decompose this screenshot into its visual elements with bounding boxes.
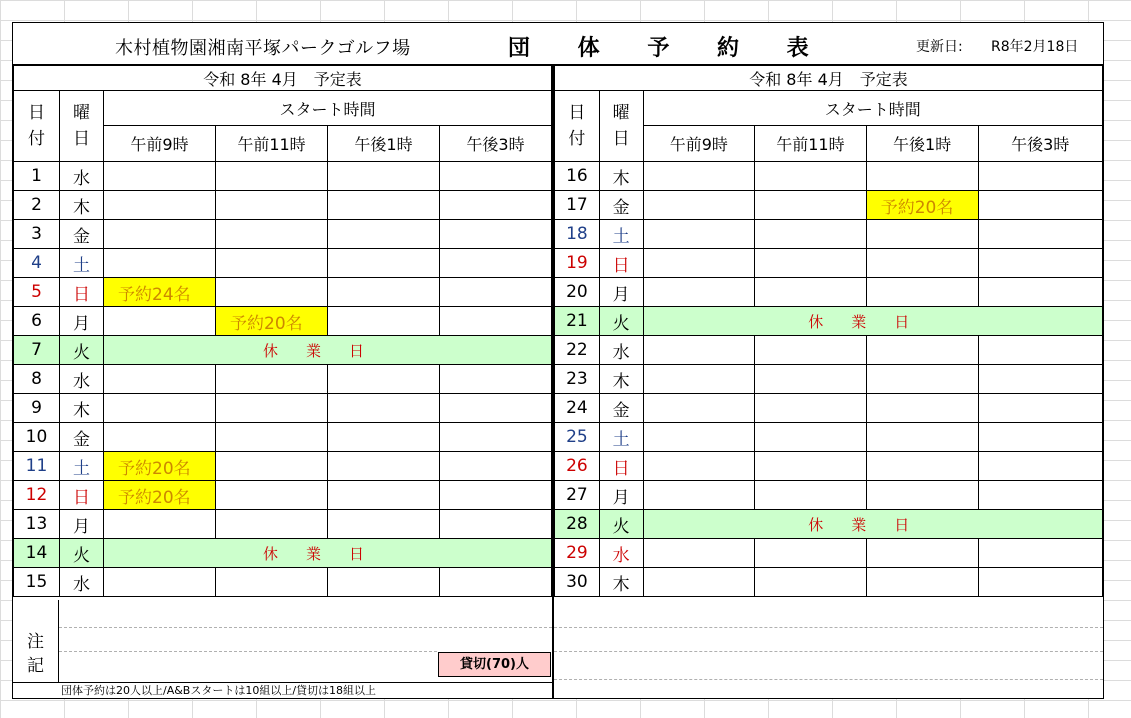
note-line[interactable] [554, 679, 1103, 680]
start-time-header: スタート時間 [104, 91, 552, 126]
day-number: 4 [14, 249, 60, 278]
weekday-cell: 火 [599, 510, 643, 539]
day-row [14, 191, 552, 220]
day-number: 20 [555, 278, 600, 307]
slot-cell[interactable] [440, 162, 552, 191]
weekday-cell: 木 [599, 162, 643, 191]
day-row [555, 423, 1103, 452]
day-row [14, 336, 552, 365]
day-number: 25 [555, 423, 600, 452]
slot-cell[interactable] [978, 394, 1102, 423]
slot-cell[interactable] [440, 510, 552, 539]
slot-cell[interactable] [978, 365, 1102, 394]
slot-cell[interactable] [328, 394, 440, 423]
booking-rule-text: 団体予約は20人以上/A&Bスタートは10組以上/貸切は18組以上 [13, 682, 552, 698]
day-number: 26 [555, 452, 600, 481]
slot-cell[interactable] [643, 162, 755, 191]
slot-cell[interactable] [440, 220, 552, 249]
weekday-cell: 土 [599, 423, 643, 452]
slot-cell[interactable] [328, 191, 440, 220]
weekday-cell: 土 [599, 220, 643, 249]
weekday-cell: 日 [60, 278, 104, 307]
day-number: 27 [555, 481, 600, 510]
slot-cell[interactable] [755, 191, 867, 220]
closed-day-cell: 休業日 [643, 307, 1102, 336]
slot-cell[interactable] [216, 510, 328, 539]
day-number: 19 [555, 249, 600, 278]
day-row [14, 394, 552, 423]
slot-cell[interactable] [978, 220, 1102, 249]
slot-cell[interactable] [328, 162, 440, 191]
slot-cell[interactable] [866, 452, 978, 481]
day-number: 24 [555, 394, 600, 423]
note-line[interactable] [59, 627, 552, 628]
day-number: 6 [14, 307, 60, 336]
day-number: 23 [555, 365, 600, 394]
closed-day-cell: 休業日 [104, 336, 552, 365]
slot-cell[interactable] [104, 568, 216, 597]
slot-cell[interactable] [328, 568, 440, 597]
slot-cell[interactable] [643, 539, 755, 568]
day-row [14, 220, 552, 249]
slot-cell[interactable] [643, 394, 755, 423]
start-time-header: スタート時間 [643, 91, 1102, 126]
slot-cell[interactable] [216, 249, 328, 278]
slot-cell[interactable] [643, 568, 755, 597]
slot-cell[interactable] [328, 220, 440, 249]
day-row [555, 307, 1103, 336]
day-number: 13 [14, 510, 60, 539]
slot-cell[interactable] [104, 162, 216, 191]
slot-cell[interactable] [755, 278, 867, 307]
booking-cell[interactable]: 予約24名 [104, 278, 216, 307]
slot-cell[interactable] [104, 365, 216, 394]
day-number: 3 [14, 220, 60, 249]
slot-cell[interactable] [104, 510, 216, 539]
weekday-column-header: 曜 日 [599, 91, 643, 162]
slot-cell[interactable] [104, 191, 216, 220]
weekday-cell: 月 [60, 307, 104, 336]
slot-cell[interactable] [440, 423, 552, 452]
weekday-cell: 水 [599, 336, 643, 365]
weekday-cell: 日 [599, 452, 643, 481]
day-row [555, 481, 1103, 510]
weekday-cell: 土 [60, 452, 104, 481]
closed-day-cell: 休業日 [104, 539, 552, 568]
slot-cell[interactable] [104, 249, 216, 278]
weekday-cell: 木 [60, 394, 104, 423]
time-slot-header: 午前9時 [104, 126, 216, 162]
note-line[interactable] [554, 651, 1103, 652]
slot-cell[interactable] [643, 278, 755, 307]
slot-cell[interactable] [866, 278, 978, 307]
slot-cell[interactable] [216, 220, 328, 249]
slot-cell[interactable] [755, 365, 867, 394]
slot-cell[interactable] [755, 249, 867, 278]
slot-cell[interactable] [755, 220, 867, 249]
slot-cell[interactable] [328, 423, 440, 452]
weekday-cell: 金 [60, 220, 104, 249]
slot-cell[interactable] [755, 423, 867, 452]
slot-cell[interactable] [978, 539, 1102, 568]
slot-cell[interactable] [978, 249, 1102, 278]
slot-cell[interactable] [866, 539, 978, 568]
slot-cell[interactable] [978, 191, 1102, 220]
slot-cell[interactable] [978, 423, 1102, 452]
slot-cell[interactable] [216, 162, 328, 191]
weekday-cell: 日 [60, 481, 104, 510]
note-line[interactable] [554, 627, 1103, 628]
day-row [14, 510, 552, 539]
weekday-cell: 火 [599, 307, 643, 336]
slot-cell[interactable] [328, 452, 440, 481]
day-row [14, 481, 552, 510]
slot-cell[interactable] [866, 336, 978, 365]
slot-cell[interactable] [866, 162, 978, 191]
slot-cell[interactable] [866, 568, 978, 597]
slot-cell[interactable] [216, 481, 328, 510]
slot-cell[interactable] [978, 481, 1102, 510]
weekday-cell: 土 [60, 249, 104, 278]
weekday-cell: 月 [60, 510, 104, 539]
day-number: 16 [555, 162, 600, 191]
slot-cell[interactable] [755, 394, 867, 423]
slot-cell[interactable] [978, 162, 1102, 191]
slot-cell[interactable] [643, 336, 755, 365]
weekday-cell: 水 [599, 539, 643, 568]
day-row [555, 365, 1103, 394]
slot-cell[interactable] [643, 249, 755, 278]
day-row [14, 539, 552, 568]
weekday-column-header: 曜 日 [60, 91, 104, 162]
day-number: 30 [555, 568, 600, 597]
notes-label: 注 記 [13, 600, 59, 682]
slot-cell[interactable] [440, 365, 552, 394]
day-number: 8 [14, 365, 60, 394]
slot-cell[interactable] [643, 220, 755, 249]
slot-cell[interactable] [104, 307, 216, 336]
weekday-cell: 水 [60, 162, 104, 191]
weekday-cell: 金 [60, 423, 104, 452]
reservation-sheet [12, 22, 1104, 699]
slot-cell[interactable] [104, 220, 216, 249]
day-row [555, 278, 1103, 307]
day-row [555, 336, 1103, 365]
time-slot-header: 午前11時 [755, 126, 867, 162]
slot-cell[interactable] [216, 365, 328, 394]
day-number: 28 [555, 510, 600, 539]
day-number: 9 [14, 394, 60, 423]
slot-cell[interactable] [866, 365, 978, 394]
day-number: 17 [555, 191, 600, 220]
day-number: 22 [555, 336, 600, 365]
slot-cell[interactable] [866, 249, 978, 278]
day-number: 15 [14, 568, 60, 597]
schedule-table-left [13, 65, 552, 597]
updated-label: 更新日: [916, 39, 963, 55]
day-row [555, 568, 1103, 597]
time-slot-header: 午前11時 [216, 126, 328, 162]
day-row [555, 162, 1103, 191]
slot-cell[interactable] [440, 481, 552, 510]
day-row [14, 568, 552, 597]
time-slot-header: 午後1時 [328, 126, 440, 162]
slot-cell[interactable] [216, 423, 328, 452]
slot-cell[interactable] [328, 278, 440, 307]
day-row [14, 249, 552, 278]
day-row [555, 191, 1103, 220]
day-number: 21 [555, 307, 600, 336]
day-number: 12 [14, 481, 60, 510]
slot-cell[interactable] [328, 365, 440, 394]
charter-note: 貸切(70)人 [438, 652, 551, 677]
slot-cell[interactable] [866, 220, 978, 249]
time-slot-header: 午後3時 [440, 126, 552, 162]
booking-cell[interactable]: 予約20名 [104, 481, 216, 510]
slot-cell[interactable] [866, 423, 978, 452]
time-slot-header: 午後3時 [978, 126, 1102, 162]
schedule-right-half [552, 65, 1103, 698]
note-line[interactable] [59, 651, 437, 652]
booking-cell[interactable]: 予約20名 [866, 191, 978, 220]
slot-cell[interactable] [755, 481, 867, 510]
day-number: 10 [14, 423, 60, 452]
slot-cell[interactable] [866, 394, 978, 423]
slot-cell[interactable] [643, 365, 755, 394]
day-row [555, 510, 1103, 539]
weekday-cell: 月 [599, 278, 643, 307]
slot-cell[interactable] [978, 568, 1102, 597]
day-row [14, 307, 552, 336]
day-row [555, 394, 1103, 423]
weekday-cell: 月 [599, 481, 643, 510]
slot-cell[interactable] [643, 191, 755, 220]
weekday-cell: 金 [599, 191, 643, 220]
slot-cell[interactable] [328, 249, 440, 278]
slot-cell[interactable] [978, 336, 1102, 365]
slot-cell[interactable] [328, 510, 440, 539]
closed-day-cell: 休業日 [643, 510, 1102, 539]
slot-cell[interactable] [216, 452, 328, 481]
slot-cell[interactable] [440, 452, 552, 481]
slot-cell[interactable] [328, 481, 440, 510]
venue-name: 木村植物園湘南平塚パークゴルフ場 [115, 38, 411, 59]
weekday-cell: 水 [60, 365, 104, 394]
weekday-cell: 木 [599, 365, 643, 394]
weekday-cell: 木 [599, 568, 643, 597]
slot-cell[interactable] [978, 452, 1102, 481]
document-title: 団 体 予 約 表 [508, 36, 829, 61]
month-title: 令和 8年 4月 予定表 [14, 66, 552, 91]
sheet-header [13, 23, 1103, 65]
day-number: 18 [555, 220, 600, 249]
day-row [14, 423, 552, 452]
slot-cell[interactable] [755, 162, 867, 191]
month-title: 令和 8年 4月 予定表 [555, 66, 1103, 91]
day-row [14, 278, 552, 307]
booking-cell[interactable]: 予約20名 [216, 307, 328, 336]
slot-cell[interactable] [104, 423, 216, 452]
slot-cell[interactable] [440, 568, 552, 597]
day-row [555, 249, 1103, 278]
day-row [14, 365, 552, 394]
slot-cell[interactable] [440, 394, 552, 423]
weekday-cell: 金 [599, 394, 643, 423]
booking-cell[interactable]: 予約20名 [104, 452, 216, 481]
weekday-cell: 水 [60, 568, 104, 597]
slot-cell[interactable] [866, 481, 978, 510]
slot-cell[interactable] [216, 394, 328, 423]
day-number: 11 [14, 452, 60, 481]
weekday-cell: 日 [599, 249, 643, 278]
day-row [14, 162, 552, 191]
slot-cell[interactable] [643, 452, 755, 481]
time-slot-header: 午前9時 [643, 126, 755, 162]
slot-cell[interactable] [755, 539, 867, 568]
day-number: 1 [14, 162, 60, 191]
schedule-left-half [13, 65, 552, 698]
notes-section-right [554, 600, 1103, 698]
day-number: 29 [555, 539, 600, 568]
day-number: 7 [14, 336, 60, 365]
weekday-cell: 木 [60, 191, 104, 220]
day-number: 2 [14, 191, 60, 220]
slot-cell[interactable] [755, 568, 867, 597]
day-row [555, 452, 1103, 481]
slot-cell[interactable] [755, 452, 867, 481]
slot-cell[interactable] [216, 278, 328, 307]
day-number: 14 [14, 539, 60, 568]
weekday-cell: 火 [60, 539, 104, 568]
day-row [14, 452, 552, 481]
slot-cell[interactable] [440, 249, 552, 278]
day-column-header: 日 付 [14, 91, 60, 162]
weekday-cell: 火 [60, 336, 104, 365]
slot-cell[interactable] [216, 191, 328, 220]
slot-cell[interactable] [440, 191, 552, 220]
time-slot-header: 午後1時 [866, 126, 978, 162]
day-row [555, 220, 1103, 249]
notes-section [13, 600, 552, 698]
day-row [555, 539, 1103, 568]
day-number: 5 [14, 278, 60, 307]
slot-cell[interactable] [978, 278, 1102, 307]
slot-cell[interactable] [104, 394, 216, 423]
schedule-table-right [554, 65, 1103, 597]
day-column-header: 日 付 [555, 91, 600, 162]
slot-cell[interactable] [643, 481, 755, 510]
slot-cell[interactable] [328, 307, 440, 336]
slot-cell[interactable] [216, 568, 328, 597]
slot-cell[interactable] [440, 307, 552, 336]
slot-cell[interactable] [755, 336, 867, 365]
slot-cell[interactable] [440, 278, 552, 307]
slot-cell[interactable] [643, 423, 755, 452]
updated-date: R8年2月18日 [991, 39, 1079, 55]
